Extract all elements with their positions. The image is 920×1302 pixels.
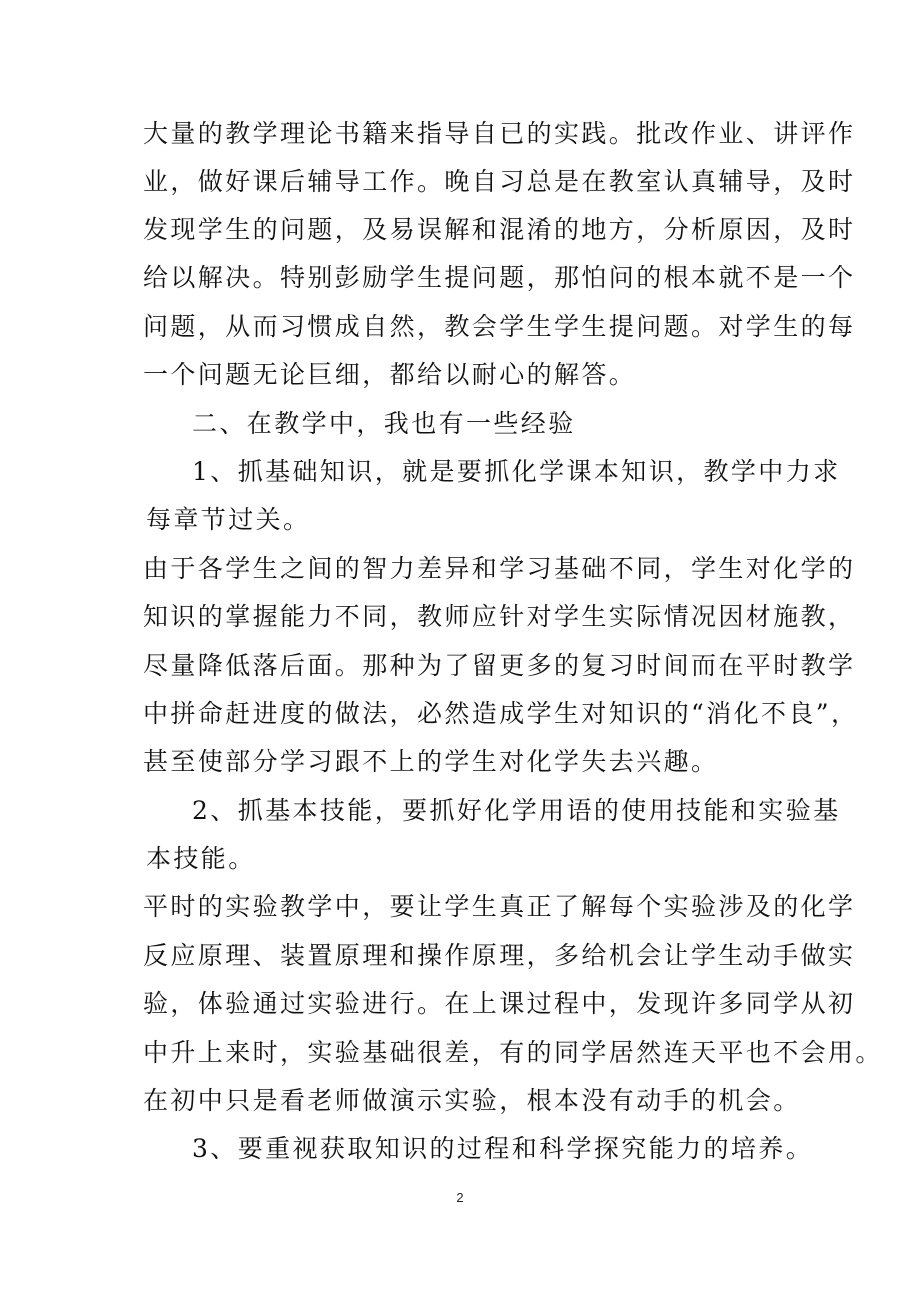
text-line: 由于各学生之间的智力差异和学习基础不同，学生对化学的 — [143, 554, 856, 583]
text-line: 问题，从而习惯成自然，教会学生学生提问题。对学生的每 — [143, 312, 856, 341]
text-line: 中升上来时，实验基础很差，有的同学居然连天平也不会用。 — [143, 1038, 883, 1067]
text-line: 反应原理、装置原理和操作原理，多给机会让学生动手做实 — [143, 941, 856, 970]
text-line: 一个问题无论巨细，都给以耐心的解答。 — [143, 360, 637, 389]
text-line: 本技能。 — [146, 844, 256, 873]
text-line: 甚至使部分学习跟不上的学生对化学失去兴趣。 — [143, 747, 719, 776]
list-item-heading: 3、要重视获取知识的过程和科学探究能力的培养。 — [192, 1134, 814, 1163]
list-item-heading: 2、抓基本技能，要抓好化学用语的使用技能和实验基 — [192, 796, 841, 825]
text-line: 业，做好课后辅导工作。晚自习总是在教室认真辅导，及时 — [143, 167, 856, 196]
section-heading: 二、在教学中，我也有一些经验 — [192, 409, 576, 438]
list-item-heading: 1、抓基础知识，就是要抓化学课本知识，教学中力求 — [192, 457, 841, 486]
text-line: 每章节过关。 — [146, 505, 311, 534]
text-line: 知识的掌握能力不同，教师应针对学生实际情况因材施教， — [143, 602, 856, 631]
text-line: 验，体验通过实验进行。在上课过程中，发现许多同学从初 — [143, 989, 856, 1018]
text-line: 大量的教学理论书籍来指导自已的实践。批改作业、讲评作 — [143, 119, 856, 148]
text-line: 给以解决。特别彭励学生提问题，那怕问的根本就不是一个 — [143, 263, 856, 292]
text-line: 中拼命赶进度的做法，必然造成学生对知识的“消化不良”， — [143, 699, 859, 728]
text-line: 平时的实验教学中，要让学生真正了解每个实验涉及的化学 — [143, 892, 856, 921]
text-line: 在初中只是看老师做演示实验，根本没有动手的机会。 — [143, 1086, 801, 1115]
page-number: 2 — [456, 1190, 464, 1205]
text-line: 发现学生的问题，及易误解和混淆的地方，分析原因，及时 — [143, 215, 856, 244]
text-line: 尽量降低落后面。那种为了留更多的复习时间而在平时教学 — [143, 651, 856, 680]
